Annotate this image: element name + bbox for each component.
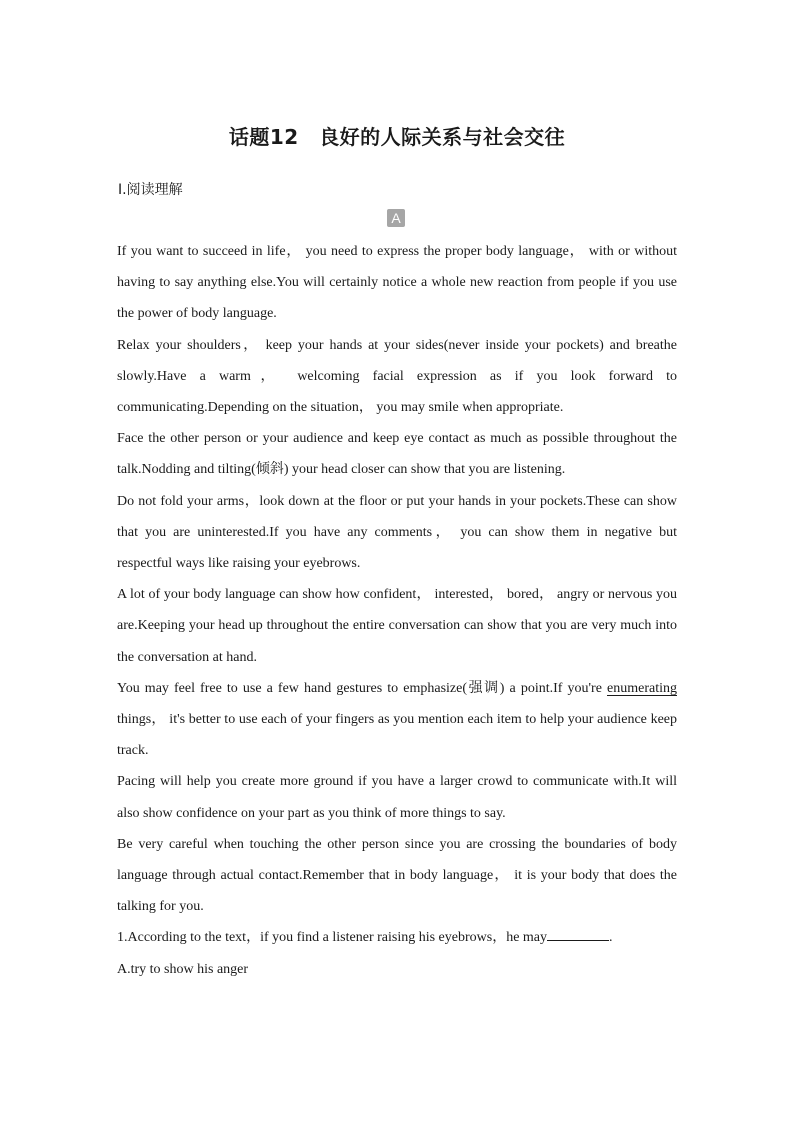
question-1-text: 1.According to the text，if you find a listener raising his eyebrows，he may (117, 930, 548, 946)
paragraph-2: Relax your shoulders， keep your hands at your sides(never inside your pockets) and breathe slowly.Have a warm， welcoming facial expression as if you look forward to communicating.Depending on the situation， you may smile when appropriate. (117, 337, 677, 416)
section-heading: Ⅰ.阅读理解 (118, 182, 183, 198)
paragraph-4: Do not fold your arms，look down at the floor or put your hands in your pockets.These can show that you are uninterested.If you have any comments， you can show them in negative but respectful ways like raising your eyebrows. (117, 493, 677, 572)
paragraph-6-text-b: things， it's better to use each of your fingers as you mention each item to help your audience keep track. (117, 712, 677, 759)
passage-label-badge: A (387, 209, 405, 227)
passage-body (117, 236, 677, 985)
paragraph-3: Face the other person or your audience and keep eye contact as much as possible throughout the talk.Nodding and tilting(倾斜) your head closer can show that you are listening. (117, 431, 677, 478)
paragraph-8: Be very careful when touching the other person since you are crossing the boundaries of body language through actual contact.Remember that in body language， it is your body that does the talking for you. (117, 836, 677, 915)
paragraph-7: Pacing will help you create more ground if you have a larger crowd to communicate with.It will also show confidence on your part as you think of more things to say. (117, 774, 677, 821)
underlined-word: enumerating (607, 680, 677, 696)
question-1-end: . (609, 930, 613, 946)
question-1-stem (117, 922, 677, 953)
answer-blank (547, 926, 609, 941)
paragraph-6 (117, 673, 677, 767)
paragraph-1: If you want to succeed in life， you need to express the proper body language， with or without having to say anything else.You will certainly notice a whole new reaction from people if you use the power of body language. (117, 244, 677, 322)
paragraph-6-text-a: You may feel free to use a few hand gestures to emphasize(强调) a point.If you're (117, 680, 608, 696)
question-1-option-a: A.try to show his anger (117, 961, 249, 977)
paragraph-5: A lot of your body language can show how confident， interested， bored， angry or nervous you are.Keeping your head up throughout the entire conversation can show that you are very much into the conversation at hand. (117, 587, 677, 665)
page-title: 话题12 良好的人际关系与社会交往 (228, 125, 566, 149)
